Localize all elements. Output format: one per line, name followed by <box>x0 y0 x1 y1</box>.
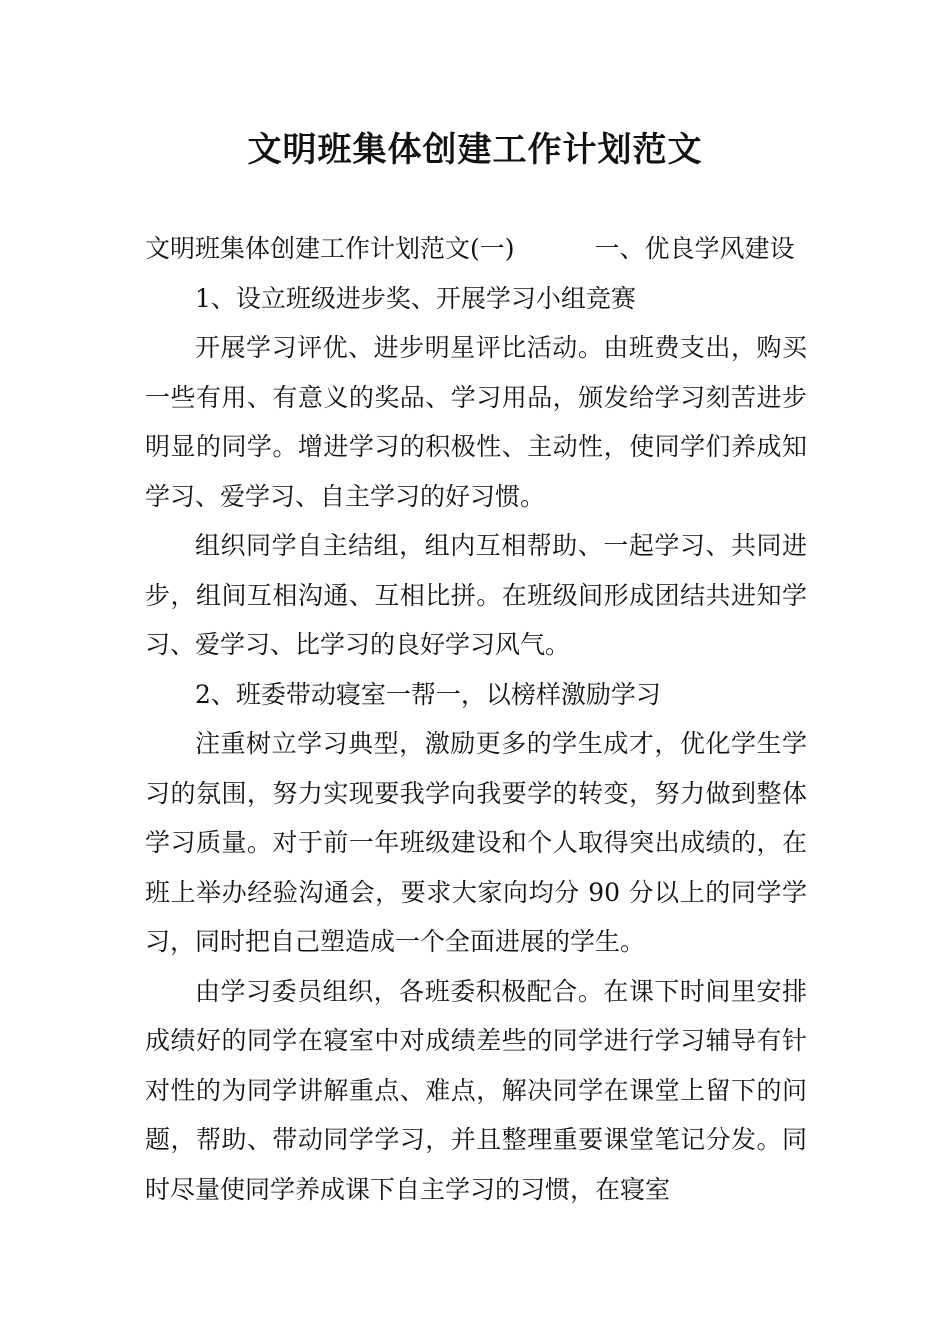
paragraph-subheading-1: 1、设立班级进步奖、开展学习小组竞赛 <box>195 283 636 313</box>
paragraph-subheading-2: 2、班委带动寝室一帮一，以榜样激励学习 <box>195 679 661 709</box>
document-body <box>145 224 807 1214</box>
first-heading-line <box>145 224 807 274</box>
section-heading: 文明班集体创建工作计划范文(一) <box>145 234 515 263</box>
paragraph: 开展学习评优、进步明星评比活动。由班费支出，购买一些有用、有意义的奖品、学习用品，颁发给学习刻苦进步明显的同学。增进学习的积极性、主动性，使同学们养成知学习、爱学习、自主学习的好习惯。 <box>145 333 807 511</box>
document-title: 文明班集体创建工作计划范文 <box>247 130 703 170</box>
paragraph: 组织同学自主结组，组内互相帮助、一起学习、共同进步，组间互相沟通、互相比拼。在班级间形成团结共进知学习、爱学习、比学习的良好学习风气。 <box>145 531 807 659</box>
paragraph: 注重树立学习典型，激励更多的学生成才，优化学生学习的氛围，努力实现要我学向我要学的转变，努力做到整体学习质量。对于前一年班级建设和个人取得突出成绩的，在班上举办经验沟通会，要求大家向均分 90 分以上的同学学习，同时把自己塑造成一个全面进展的学生。 <box>145 729 807 956</box>
subsection-heading: 一、优良学风建设 <box>594 234 795 263</box>
paragraph: 由学习委员组织，各班委积极配合。在课下时间里安排成绩好的同学在寝室中对成绩差些的同学进行学习辅导有针对性的为同学讲解重点、难点，解决同学在课堂上留下的问题，帮助、带动同学学习，并且整理重要课堂笔记分发。同时尽量使同学养成课下自主学习的习惯，在寝室 <box>145 976 807 1204</box>
